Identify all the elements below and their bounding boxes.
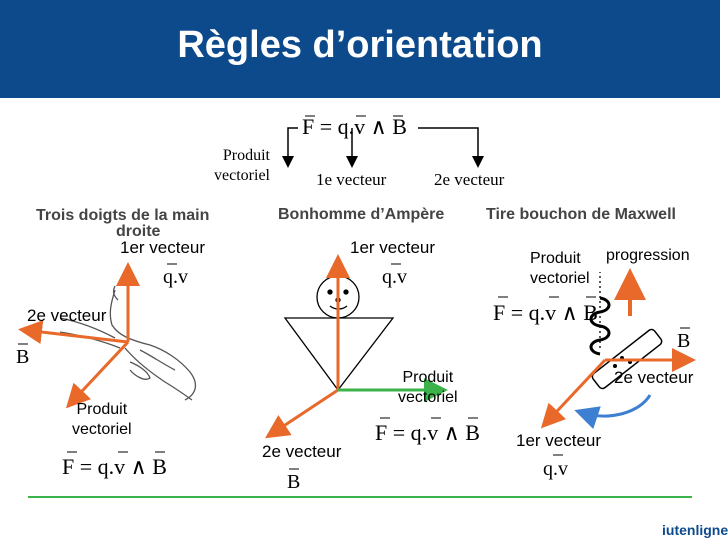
top-formula: F = q.v ∧ B <box>302 114 407 139</box>
right-panel-arrows <box>545 272 690 424</box>
right-b: B <box>677 330 691 352</box>
left-formula: F = q.v ∧ B <box>62 454 167 479</box>
page-title: Règles d’orientation <box>177 24 543 66</box>
middle-premier-vecteur: 1er vecteur <box>350 238 436 257</box>
right-deuxieme-vecteur: 2e vecteur <box>614 368 694 387</box>
middle-deuxieme-vecteur: 2e vecteur <box>262 442 342 461</box>
right-qv: q.v <box>543 458 568 480</box>
right-produit-line1: Produit <box>530 250 581 267</box>
logo-text: iutenligne <box>662 522 728 538</box>
middle-produit-vectoriel <box>398 368 458 408</box>
left-premier-vecteur: 1er vecteur <box>120 238 206 257</box>
middle-formula: F = q.v ∧ B <box>375 420 480 445</box>
middle-panel-title: Bonhomme d’Ampère <box>278 206 445 223</box>
iutenligne-logo <box>662 522 728 538</box>
top-premier-vecteur: 1e vecteur <box>316 170 387 189</box>
left-produit-line2: vectoriel <box>72 421 132 438</box>
middle-qv: q.v <box>382 266 407 288</box>
left-produit-vectoriel <box>72 400 132 440</box>
right-progression: progression <box>606 247 690 264</box>
right-formula: F = q.v ∧ B <box>493 300 598 325</box>
top-produit-line2: vectoriel <box>214 167 270 184</box>
right-produit-line2: vectoriel <box>530 270 590 287</box>
right-produit-vectoriel <box>530 249 590 289</box>
left-b: B <box>16 346 30 368</box>
right-premier-vecteur: 1er vecteur <box>516 431 602 450</box>
left-panel-title: Trois doigts de la main <box>36 207 210 224</box>
left-produit-line1: Produit <box>76 401 128 418</box>
top-produit-vectoriel <box>198 146 270 186</box>
left-panel-title-2: droite <box>116 223 161 240</box>
middle-produit-line1: Produit <box>402 369 454 386</box>
middle-b: B <box>287 471 301 493</box>
top-deuxieme-vecteur: 2e vecteur <box>434 170 505 189</box>
middle-produit-line2: vectoriel <box>398 389 458 406</box>
left-qv: q.v <box>163 266 188 288</box>
right-panel-title: Tire bouchon de Maxwell <box>486 206 676 223</box>
left-deuxieme-vecteur: 2e vecteur <box>27 306 107 325</box>
top-produit-line1: Produit <box>222 147 270 164</box>
